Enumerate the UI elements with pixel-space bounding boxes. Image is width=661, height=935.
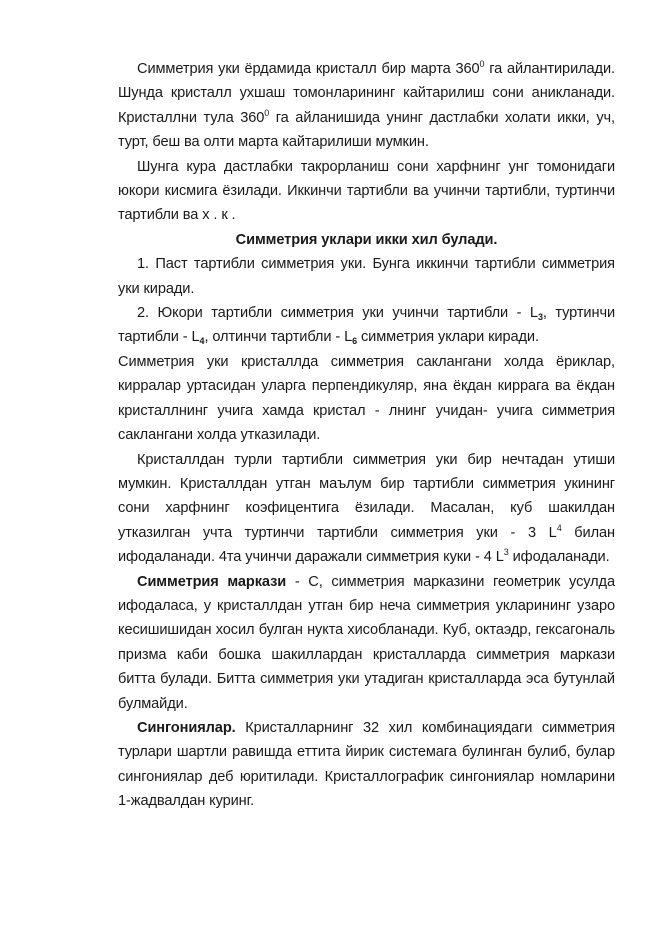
paragraph-syngonies: Сингониялар. Кристалларнинг 32 хил комбинациядаги симметрия турлари шартли равишда еттита йирик системага булинган булиб, булар сингониялар деб юритилади. Кристаллографик сингониялар номларини 1-жадвалдан куринг. (118, 719, 615, 810)
document-page (118, 57, 615, 814)
paragraph-symmetry-center: Симметрия маркази - С, симметрия марказини геометрик усулда ифодаласа, у кристаллдан утган бир неча симметрия укларининг узаро кесишишидан хосил булган нукта хисобланади. Куб, октаэдр, гексагональ призма каби бошка шакиллардан кристалларда симметрия маркази битта булади. Битта симметрия уки утадиган кристалларда эса бутунлай булмайди. (118, 573, 615, 712)
list-item-low-order: 1. Паст тартибли симметрия уки. Бунга иккинчи тартибли симметрия уки киради. (118, 256, 615, 297)
list-item-high-order: 2. Юкори тартибли симметрия уки учинчи тартибли - $L_3$, туртинчи тартибли - $L_4$, олтинчи тартибли - $L_6$ симметрия уклари киради. (118, 305, 615, 347)
term-syngonies: Сингониялар. (137, 719, 236, 736)
paragraph-rotation: Симметрия уки ёрдамида кристалл бир марта $360^0$ га айлантирилади. Шунда кристалл ухшаш томонларининг кайтарилиш сони аникланади. Кристаллни тула $360^0$ га айланишида унинг дастлабки холати икки, уч, турт, беш ва олти марта кайтарилиши мумкин. (118, 59, 615, 151)
paragraph-axis-placement: Симметрия уки кристаллда симметрия саклангани холда ёриклар, кирралар уртасидан уларга перпендикуляр, яна ёкдан киррага ва ёкдан кристаллнинг учига хамда кристал - лнинг учидан- учига симметрия саклангани холда утказилади. (118, 353, 615, 444)
paragraph-repetition-count: Шунга кура дастлабки такрорланиш сони харфнинг унг томонидаги юкори кисмига ёзилади. Иккинчи тартибли ва учинчи тартибли, туртинчи тартибли ва х . к . (118, 158, 615, 224)
paragraph-multiple-axes: Кристаллдан турли тартибли симметрия уки бир нечтадан утиши мумкин. Кристаллдан утган маълум бир тартибли симметрия укининг сони харфнинг коэфицентига ёзилади. Масалан, куб шакилдан утказилган учта туртинчи тартибли симметрия уки - 3 $L^4$ билан ифодаланади. 4та учинчи даражали симметрия куки - 4 $L^3$ ифодаланади. (118, 451, 615, 566)
term-symmetry-center: Симметрия маркази (137, 573, 287, 590)
section-heading: Симметрия уклари икки хил булади. (235, 231, 498, 248)
